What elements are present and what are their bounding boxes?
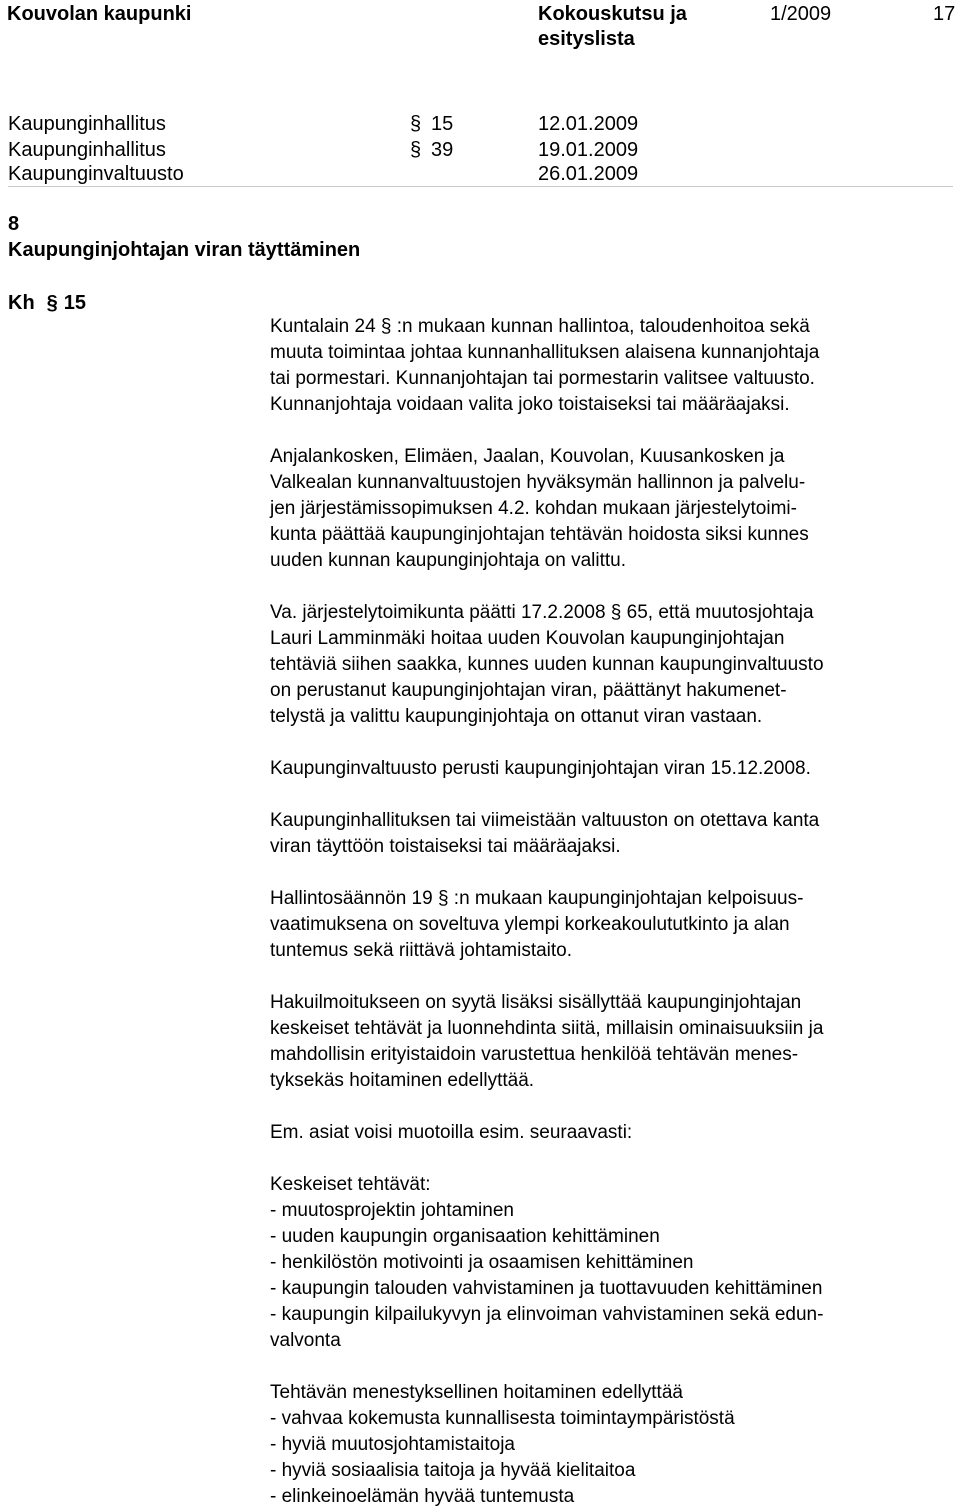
paragraph xyxy=(270,1120,950,1146)
paragraph xyxy=(270,886,950,964)
paragraph xyxy=(270,756,950,782)
header-document-type: Kokouskutsu ja esityslista xyxy=(538,3,687,50)
text-line: mahdollisin erityistaidoin varustettua henkilöä tehtävän menes- xyxy=(270,1044,799,1065)
paragraph-spacer xyxy=(270,1094,950,1120)
text-line: kunta päättää kaupunginjohtajan tehtävän hoidosta siksi kunnes xyxy=(270,524,809,545)
text-line: Hallintosäännön 19 § :n mukaan kaupunginjohtajan kelpoisuus- xyxy=(270,888,804,909)
paragraph-spacer xyxy=(270,782,950,808)
paragraph-spacer xyxy=(270,964,950,990)
text-line: - uuden kaupungin organisaation kehittäminen xyxy=(270,1226,660,1247)
paragraph-spacer xyxy=(270,1146,950,1172)
text-line: Hakuilmoitukseen on syytä lisäksi sisällyttää kaupunginjohtajan xyxy=(270,992,802,1013)
paragraph-spacer xyxy=(270,730,950,756)
text-line: Tehtävän menestyksellinen hoitaminen edellyttää xyxy=(270,1382,683,1403)
text-line: telystä ja valittu kaupunginjohtaja on ottanut viran vastaan. xyxy=(270,706,763,727)
text-line: - hyviä sosiaalisia taitoja ja hyvää kielitaitoa xyxy=(270,1460,636,1481)
header-divider xyxy=(8,186,953,187)
section-sign: § xyxy=(410,113,422,135)
text-line: keskeiset tehtävät ja luonnehdinta siitä, millaisin ominaisuuksiin ja xyxy=(270,1018,824,1039)
header-organization: Kouvolan kaupunki xyxy=(7,3,192,25)
text-line: - vahvaa kokemusta kunnallisesta toimintaympäristöstä xyxy=(270,1408,735,1429)
header-page-number: 17 xyxy=(933,3,956,25)
meeting-body: Kaupunginvaltuusto xyxy=(8,163,184,185)
text-line: muuta toimintaa johtaa kunnanhallituksen alaisena kunnanjohtaja xyxy=(270,342,820,363)
section-sign: § xyxy=(46,292,58,314)
text-line: Em. asiat voisi muotoilla esim. seuraavasti: xyxy=(270,1122,633,1143)
text-line: Valkealan kunnanvaltuustojen hyväksymän hallinnon ja palvelu- xyxy=(270,472,806,493)
text-line: tehtäviä siihen saakka, kunnes uuden kunnan kaupunginvaltuusto xyxy=(270,654,824,675)
item-body xyxy=(270,314,950,1510)
meeting-body: Kaupunginhallitus xyxy=(8,113,166,135)
paragraph-spacer xyxy=(270,860,950,886)
paragraph xyxy=(270,600,950,730)
meeting-date: 19.01.2009 xyxy=(538,139,639,161)
meeting-date: 12.01.2009 xyxy=(538,113,639,135)
text-line: - henkilöstön motivointi ja osaamisen kehittäminen xyxy=(270,1252,694,1273)
paragraph xyxy=(270,314,950,418)
text-line: Kuntalain 24 § :n mukaan kunnan hallintoa, taloudenhoitoa sekä xyxy=(270,316,810,337)
text-line: Kunnanjohtaja voidaan valita joko toistaiseksi tai määräajaksi. xyxy=(270,394,790,415)
text-line: Kaupunginvaltuusto perusti kaupunginjohtajan viran 15.12.2008. xyxy=(270,758,811,779)
text-line: - kaupungin talouden vahvistaminen ja tuottavuuden kehittäminen xyxy=(270,1278,823,1299)
text-line: Keskeiset tehtävät: xyxy=(270,1174,431,1195)
text-line: Va. järjestelytoimikunta päätti 17.2.2008 § 65, että muutosjohtaja xyxy=(270,602,814,623)
text-line: on perustanut kaupunginjohtajan viran, päättänyt hakumenet- xyxy=(270,680,787,701)
paragraph xyxy=(270,990,950,1094)
paragraph-spacer xyxy=(270,418,950,444)
item-title: Kaupunginjohtajan viran täyttäminen xyxy=(8,239,361,261)
paragraph xyxy=(270,444,950,574)
paragraph-spacer xyxy=(270,1354,950,1380)
header-issue-number: 1/2009 xyxy=(770,3,832,25)
kh-number: 15 xyxy=(63,292,87,314)
text-line: valvonta xyxy=(270,1330,341,1351)
meeting-date: 26.01.2009 xyxy=(538,163,639,185)
text-line: - elinkeinoelämän hyvää tuntemusta xyxy=(270,1486,575,1507)
meeting-section-number: 15 xyxy=(431,113,454,135)
text-line: tyksekäs hoitaminen edellyttää. xyxy=(270,1070,535,1091)
text-line: jen järjestämissopimuksen 4.2. kohdan mukaan järjestelytoimi- xyxy=(270,498,797,519)
text-line: - hyviä muutosjohtamistaitoja xyxy=(270,1434,515,1455)
text-line: viran täyttöön toistaiseksi tai määräajaksi. xyxy=(270,836,621,857)
text-line: - kaupungin kilpailukyvyn ja elinvoiman vahvistaminen sekä edun- xyxy=(270,1304,824,1325)
item-number: 8 xyxy=(8,213,20,235)
paragraph xyxy=(270,808,950,860)
kh-section-label xyxy=(8,291,86,316)
text-line: vaatimuksena on soveltuva ylempi korkeakoulututkinto ja alan xyxy=(270,914,790,935)
text-line: Kaupunginhallituksen tai viimeistään valtuuston on otettava kanta xyxy=(270,810,820,831)
text-line: tai pormestari. Kunnanjohtajan tai pormestarin valitsee valtuusto. xyxy=(270,368,815,389)
text-line: uuden kunnan kaupunginjohtaja on valittu. xyxy=(270,550,627,571)
paragraph xyxy=(270,1380,950,1510)
text-line: Anjalankosken, Elimäen, Jaalan, Kouvolan, Kuusankosken ja xyxy=(270,446,785,467)
meeting-body: Kaupunginhallitus xyxy=(8,139,166,161)
text-line: tuntemus sekä riittävä johtamistaito. xyxy=(270,940,573,961)
meeting-section-number: 39 xyxy=(431,139,454,161)
paragraph xyxy=(270,1172,950,1354)
section-sign: § xyxy=(410,139,422,161)
text-line: - muutosprojektin johtaminen xyxy=(270,1200,514,1221)
paragraph-spacer xyxy=(270,574,950,600)
text-line: Lauri Lamminmäki hoitaa uuden Kouvolan kaupunginjohtajan xyxy=(270,628,785,649)
kh-label: Kh xyxy=(8,292,35,314)
